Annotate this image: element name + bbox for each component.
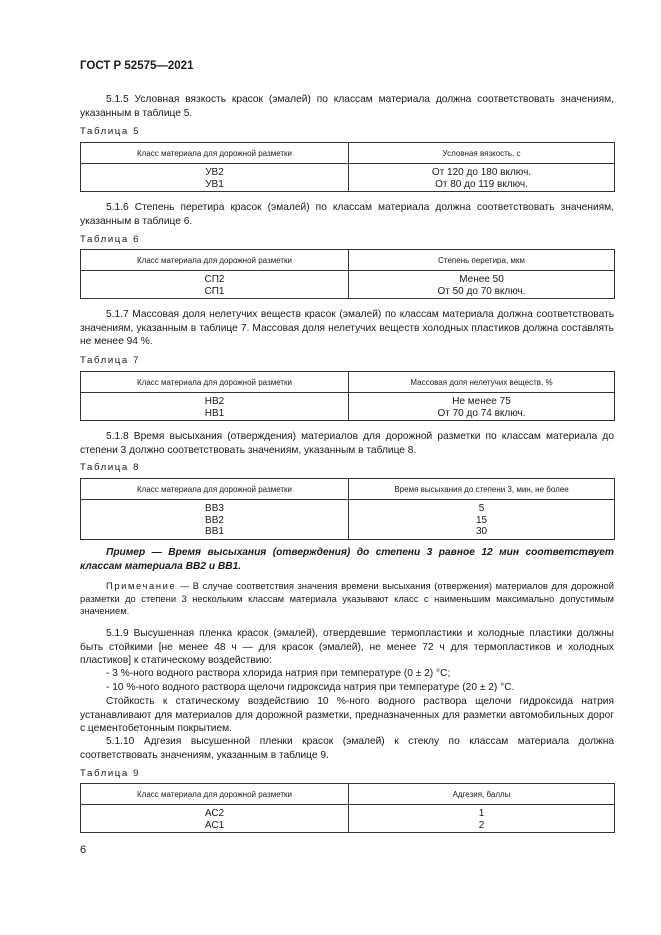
paragraph-5-1-9: 5.1.9 Высушенная пленка красок (эмалей), отвердевшие термопластики и холодные пластики должны быть стойкими [не менее 48 ч — для красок (эмалей), не менее 72 ч для термопластиков и холодных пластиков] к статическому воздействию: [80, 628, 614, 666]
table-6 [80, 249, 615, 299]
table-7 [80, 371, 615, 421]
note-label: Примечание [106, 580, 177, 591]
table-cell: От 120 до 180 включ. [349, 164, 615, 179]
table-header-cell: Класс материала для дорожной разметки [81, 372, 349, 393]
table-header-cell: Время высыхания до степени 3, мин, не более [349, 479, 615, 500]
table-header-row [81, 784, 615, 805]
table-header-cell: Класс материала для дорожной разметки [81, 479, 349, 500]
example-text: Пример — Время высыхания (отверждения) до степени 3 равное 12 мин соответствует классам материала ВВ2 и ВВ1. [80, 547, 614, 572]
table-row [81, 393, 615, 408]
table-header-cell: Условная вязкость, с [349, 143, 615, 164]
table-header-cell: Массовая доля нелетучих веществ, % [349, 372, 615, 393]
table-cell: От 80 до 119 включ. [349, 179, 615, 192]
table-cell: 30 [349, 526, 615, 539]
list-item: - 10 %-ного водного раствора щелочи гидроксида натрия при температуре (20 ± 2) °С. [106, 682, 515, 693]
paragraph-5-1-7: 5.1.7 Массовая доля нелетучих веществ красок (эмалей) по классам материала должна соответствовать значениям, указанным в таблице 7. Массовая доля нелетучих веществ холодных пластиков должна составлять не менее 94 %. [80, 309, 614, 347]
table-8-caption: Таблица 8 [80, 462, 141, 473]
page-number: 6 [80, 844, 87, 856]
table-row [81, 805, 615, 820]
table-header-cell: Класс материала для дорожной разметки [81, 250, 349, 271]
table-row [81, 820, 615, 833]
table-cell: 15 [349, 515, 615, 527]
table-row [81, 286, 615, 299]
table-cell: АС2 [81, 805, 349, 820]
table-header-cell: Класс материала для дорожной разметки [81, 784, 349, 805]
table-cell: От 70 до 74 включ. [349, 408, 615, 421]
table-cell: ВВ3 [81, 500, 349, 515]
table-9 [80, 783, 615, 833]
table-cell: 2 [349, 820, 615, 833]
table-row [81, 179, 615, 192]
table-row [81, 408, 615, 421]
table-9-caption: Таблица 9 [80, 768, 141, 779]
table-row [81, 515, 615, 527]
table-cell: СП1 [81, 286, 349, 299]
standard-header: ГОСТ Р 52575—2021 [80, 60, 194, 72]
table-cell: СП2 [81, 271, 349, 286]
table-5 [80, 142, 615, 192]
table-header-row [81, 479, 615, 500]
list-item: - 3 %-ного водного раствора хлорида натрия при температуре (0 ± 2) °С; [106, 668, 451, 679]
table-cell: УВ1 [81, 179, 349, 192]
note-text: — В случае соответствия значения времени высыхания (отвержения) материалов для дорожной разметки до степени 3 нескольким классам материала указывают класс с наименьшим максимально допустимым значением. [80, 580, 614, 616]
paragraph-5-1-5: 5.1.5 Условная вязкость красок (эмалей) по классам материала должна соответствовать значениям, указанным в таблице 5. [80, 94, 614, 119]
table-cell: Менее 50 [349, 271, 615, 286]
table-header-cell: Адгезия, баллы [349, 784, 615, 805]
table-cell: НВ1 [81, 408, 349, 421]
table-header-row [81, 143, 615, 164]
paragraph-5-1-6: 5.1.6 Степень перетира красок (эмалей) по классам материала должна соответствовать значениям, указанным в таблице 6. [80, 202, 614, 227]
note [80, 580, 614, 618]
table-cell: УВ2 [81, 164, 349, 179]
table-header-cell: Степень перетира, мкм [349, 250, 615, 271]
table-cell: Не менее 75 [349, 393, 615, 408]
table-header-cell: Класс материала для дорожной разметки [81, 143, 349, 164]
table-cell: От 50 до 70 включ. [349, 286, 615, 299]
table-cell: НВ2 [81, 393, 349, 408]
table-cell: 1 [349, 805, 615, 820]
table-cell: ВВ1 [81, 526, 349, 539]
table-5-caption: Таблица 5 [80, 126, 141, 137]
table-row [81, 526, 615, 539]
table-cell: АС1 [81, 820, 349, 833]
table-row [81, 271, 615, 286]
table-6-caption: Таблица 6 [80, 234, 141, 245]
table-8 [80, 478, 615, 540]
table-cell: 5 [349, 500, 615, 515]
table-row [81, 164, 615, 179]
table-7-caption: Таблица 7 [80, 355, 141, 366]
table-header-row [81, 250, 615, 271]
table-row [81, 500, 615, 515]
paragraph-resistance: Стойкость к статическому воздействию 10 %-ного водного раствора щелочи гидроксида натрия устанавливают для материалов для дорожной разметки, предназначенных для разметки автомобильных дорог с цементобетонным покрытием. [80, 696, 614, 734]
table-cell: ВВ2 [81, 515, 349, 527]
table-header-row [81, 372, 615, 393]
paragraph-5-1-8: 5.1.8 Время высыхания (отверждения) материалов для дорожной разметки по классам материала до степени 3 должно соответствовать значениям, указанным в таблице 8. [80, 431, 614, 456]
paragraph-5-1-10: 5.1.10 Адгезия высушенной пленки красок (эмалей) к стеклу по классам материала должна соответствовать значениям, указанным в таблице 9. [80, 736, 614, 761]
